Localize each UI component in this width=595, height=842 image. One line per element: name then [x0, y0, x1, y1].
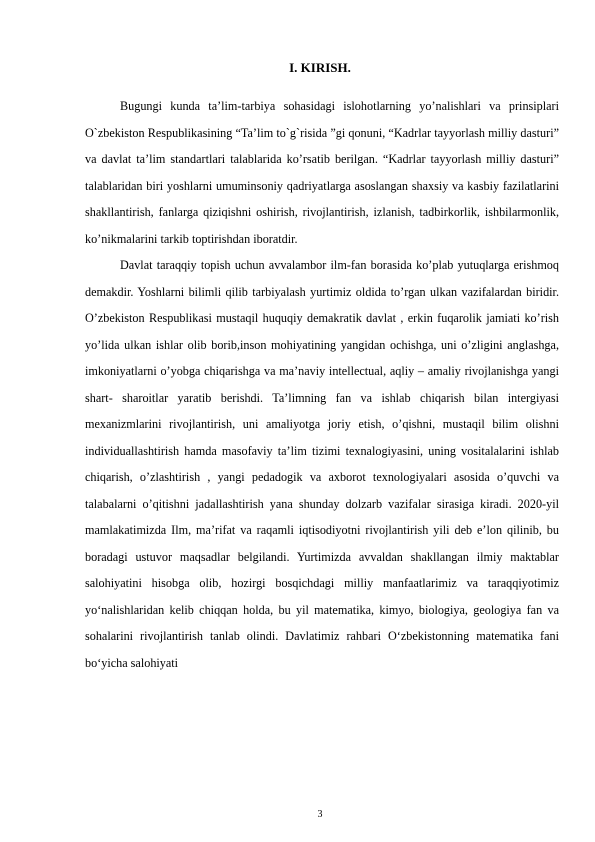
paragraph-2: Davlat taraqqiy topish uchun avvalambor ilm-fan borasida ko’plab yutuqlarga erishmoq demakdir. Yoshlarni bilimli qilib tarbiyalash yurtimiz oldida to’rgan ulkan vazifalardan biridir. O’zbekiston Respublikasi mustaqil huquqiy demakratik davlat , erkin fuqarolik jamiati ko’rish yo’lida ulkan ishlar olib borib,inson mohiyatining yangidan ochishga, uni o’zligini anglashga, imkoniyatlarni o’yobga chiqarishga va ma’naviy intellectual, aqliy – amaliy rivojlanishga yangi shart- sharoitlar yaratib berishdi. Ta’limning fan va ishlab chiqarish bilan intergiyasi mexanizmlarini rivojlantirish, uni amaliyotga joriy etish, o’qishni, mustaqil bilim olishni individuallashtirish hamda masofaviy ta’lim tizimi texnalogiyasini, uning vositalalarini ishlab chiqarish, o’zlashtirish , yangi pedadogik va axborot texnologiyalari asosida o’quvchi va talabalarni o’qitishni jadallashtirish yana shunday dolzarb vazifalar sirasiga kiradi. 2020-yil mamlakatimizda Ilm, ma’rifat va raqamli iqtisodiyotni rivojlantirish yili deb e’lon qilinib, bu boradagi ustuvor maqsadlar belgilandi. Yurtimizda avvaldan shakllangan ilmiy maktablar salohiyatini hisobga olib, hozirgi bosqichdagi milliy manfaatlarimiz va taraqqiyotimiz yo‘nalishlaridan kelib chiqqan holda, bu yil matematika, kimyo, biologiya, geologiya fan va sohalarini rivojlantirish tanlab olindi. Davlatimiz rahbari O‘zbekistonning matematika fani bo‘yicha salohiyati [85, 258, 559, 670]
section-title: I. KIRISH. [289, 60, 351, 75]
page-number: 3 [317, 809, 323, 820]
paragraph-1: Bugungi kunda ta’lim-tarbiya sohasidagi islohotlarning yo’nalishlari va prinsiplari O`zbekiston Respublikasining “Ta’lim to`g`risida ”gi qonuni, “Kadrlar tayyorlash milliy dasturi” va davlat ta’lim standartlari talablarida ko’rsatib berilgan. “Kadrlar tayyorlash milliy dasturi” talablaridan biri yoshlarni umuminsoniy qadriyatlarga asoslangan shaxsiy va kasbiy fazilatlarini shakllantirish, fanlarga qiziqishni oshirish, rivojlantirish, izlanish, tadbirkorlik, ishbilarmonlik, ko’nikmalarini tarkib toptirishdan iboratdir. [85, 99, 559, 246]
body-text [85, 93, 559, 676]
